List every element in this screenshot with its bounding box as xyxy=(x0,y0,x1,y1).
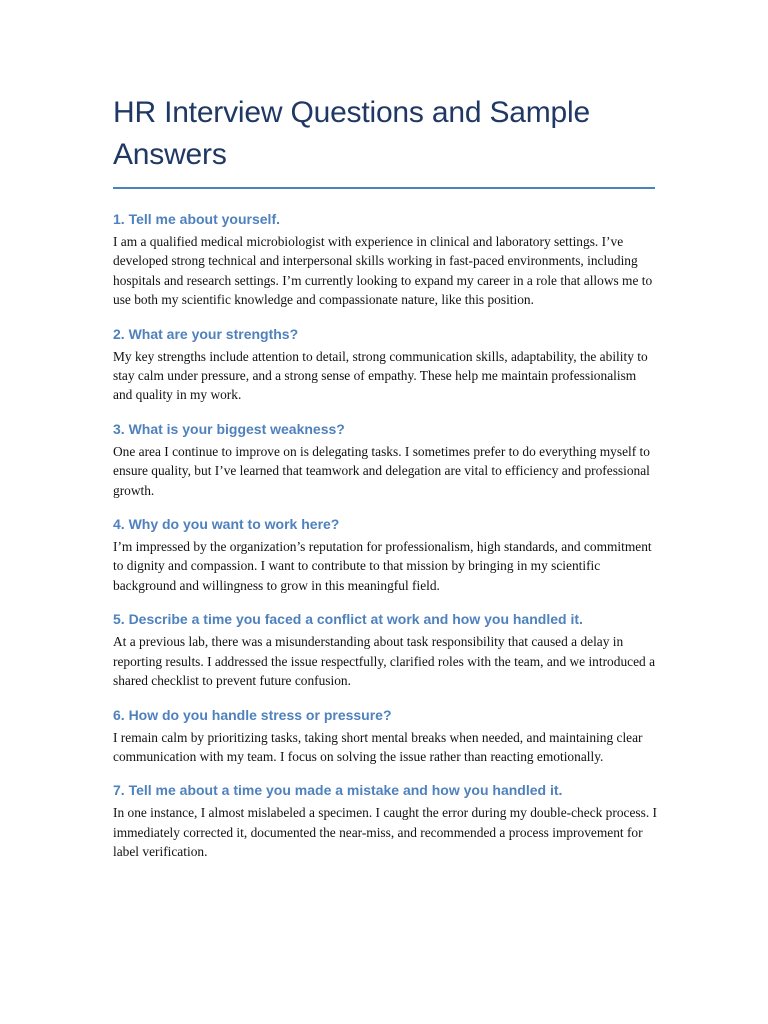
qa-section-6 xyxy=(113,705,656,767)
document-title: HR Interview Questions and Sample Answers xyxy=(113,96,590,171)
answer-text: I remain calm by prioritizing tasks, taking short mental breaks when needed, and maintaining clear communication with my team. I focus on solving the issue rather than reacting emotionally. xyxy=(113,729,643,764)
qa-section-7 xyxy=(113,780,656,861)
question-heading: 5. Describe a time you faced a conflict at work and how you handled it. xyxy=(113,611,583,628)
question-heading: 2. What are your strengths? xyxy=(113,325,299,342)
question-heading: 7. Tell me about a time you made a mistake and how you handled it. xyxy=(113,782,563,799)
question-heading: 1. Tell me about yourself. xyxy=(113,211,281,227)
answer-text: My key strengths include attention to detail, strong communication skills, adaptability, the ability to stay calm under pressure, and a strong sense of empathy. These help me maintain professionalism and quality in my work. xyxy=(113,348,648,403)
question-heading: 4. Why do you want to work here? xyxy=(113,516,340,533)
question-heading: 3. What is your biggest weakness? xyxy=(113,420,345,437)
qa-section-2 xyxy=(113,324,656,405)
qa-section-4 xyxy=(113,514,656,595)
qa-section-1 xyxy=(113,209,656,310)
answer-text: One area I continue to improve on is delegating tasks. I sometimes prefer to do everything myself to ensure quality, but I’ve learned that teamwork and delegation are vital to efficiency and professional growth. xyxy=(113,443,650,498)
answer-text: I am a qualified medical microbiologist with experience in clinical and laboratory settings. I’ve developed strong technical and interpersonal skills working in fast-paced environments, including hospitals and research settings. I’m currently looking to expand my career in a role that allows me to use both my scientific knowledge and compassionate nature, like this position. xyxy=(113,234,653,308)
answer-text: I’m impressed by the organization’s reputation for professionalism, high standards, and commitment to dignity and compassion. I want to contribute to that mission by bringing in my scientific background and willingness to grow in this meaningful field. xyxy=(113,539,652,593)
title-divider xyxy=(113,187,655,189)
qa-section-5 xyxy=(113,609,656,690)
question-heading: 6. How do you handle stress or pressure? xyxy=(113,706,392,723)
qa-section-3 xyxy=(113,419,656,500)
answer-text: At a previous lab, there was a misunderstanding about task responsibility that caused a delay in reporting results. I addressed the issue respectfully, clarified roles with the team, and we introduced a shared checklist to prevent future confusion. xyxy=(113,634,656,689)
answer-text: In one instance, I almost mislabeled a specimen. I caught the error during my double-check process. I immediately corrected it, documented the near-miss, and recommended a process improvement for label verification. xyxy=(113,805,657,860)
